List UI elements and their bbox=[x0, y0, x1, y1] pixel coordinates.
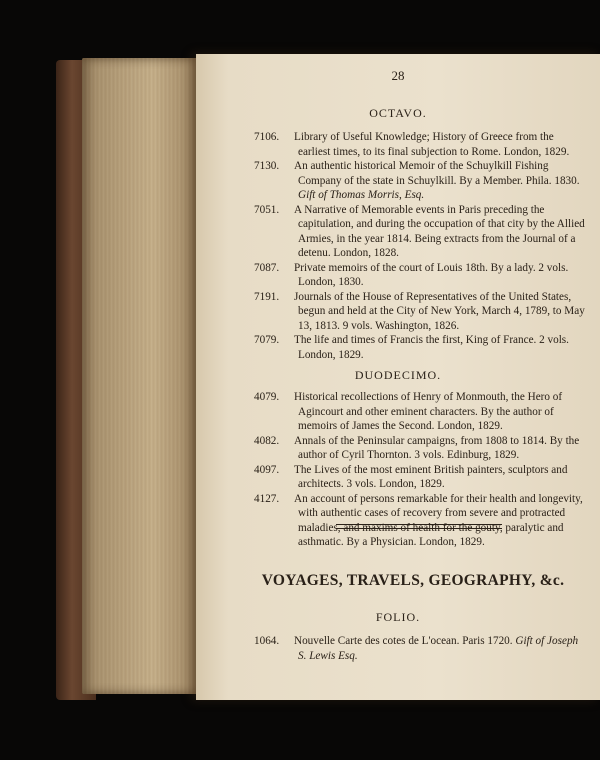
entry-text: Annals of the Peninsular campaigns, from 1808 to 1814. By the author of Cyril Thornton. 3 vols. Edinburg, 1829. bbox=[294, 434, 580, 461]
voyages-heading: VOYAGES, TRAVELS, GEOGRAPHY, &c. bbox=[261, 572, 565, 589]
octavo-heading: OCTAVO. bbox=[369, 106, 427, 120]
entry-number: 4082. bbox=[254, 434, 280, 447]
catalog-entry bbox=[254, 333, 586, 362]
entry-number: 4079. bbox=[254, 391, 280, 403]
entry-number: 7051. bbox=[254, 203, 280, 216]
catalog-entry bbox=[254, 463, 586, 492]
entry-text: Private memoirs of the court of Louis 18th. By a lady. 2 vols. London, 1830. bbox=[294, 261, 569, 288]
page-number: 28 bbox=[391, 68, 405, 83]
voyages-entries bbox=[254, 634, 586, 663]
section-divider-rule bbox=[336, 524, 502, 529]
entry-text: Historical recollections of Henry of Monmouth, the Hero of Agincourt and other eminent characters. By the author of memoirs of James the Second. London, 1829. bbox=[294, 391, 563, 432]
entry-text: An account of persons remarkable for their health and longevity, with authentic cases of recovery from severe and protracted maladies, and maxims of health for the gouty, paralytic and asthmatic. By a Physician. London, 1829. bbox=[294, 492, 583, 548]
octavo-entries bbox=[254, 130, 586, 362]
entry-number: 7106. bbox=[254, 131, 280, 143]
catalog-entry bbox=[254, 159, 586, 203]
entry-text: Journals of the House of Representatives of the United States, begun and held at the City of New York, March 4, 1789, to May 13, 1813. 9 vols. Washington, 1826. bbox=[294, 290, 585, 332]
folio-heading: FOLIO. bbox=[375, 610, 421, 624]
page-edges bbox=[82, 58, 200, 694]
entry-number: 7130. bbox=[254, 160, 280, 172]
catalog-entry bbox=[254, 634, 586, 663]
catalog-entry bbox=[254, 390, 586, 434]
entry-text: Nouvelle Carte des cotes de L'ocean. Paris 1720. bbox=[294, 635, 513, 647]
catalog-entry bbox=[254, 261, 586, 290]
entry-text: Library of Useful Knowledge; History of Greece from the earliest times, to its final subjection to Rome. London, 1829. bbox=[294, 131, 570, 158]
entry-text: The Lives of the most eminent British painters, sculptors and architects. 3 vols. London, 1829. bbox=[294, 463, 568, 490]
catalog-entry bbox=[254, 290, 586, 334]
entry-gift: Gift of Thomas Morris, Esq. bbox=[298, 189, 425, 201]
entry-gift: Gift of Joseph S. Lewis Esq. bbox=[298, 635, 579, 662]
duodecimo-heading: DUODECIMO. bbox=[354, 368, 442, 382]
catalog-entry bbox=[254, 492, 586, 550]
entry-text: An authentic historical Memoir of the Schuylkill Fishing Company of the state in Schuylkill. By a Member. Phila. 1830. bbox=[294, 160, 580, 187]
entry-number: 7079. bbox=[254, 334, 280, 346]
catalog-entry bbox=[254, 203, 586, 261]
entry-number: 4127. bbox=[254, 492, 280, 505]
entry-number: 1064. bbox=[254, 635, 280, 647]
entry-number: 4097. bbox=[254, 463, 280, 476]
entry-number: 7087. bbox=[254, 261, 280, 274]
catalog-entry bbox=[254, 434, 586, 463]
entry-text: A Narrative of Memorable events in Paris preceding the capitulation, and during the occupation of that city by the Allied Armies, in the year 1814. Being extracts from the Journal of a detenu. London, 1828. bbox=[294, 203, 585, 259]
entry-text: The life and times of Francis the first, King of France. 2 vols. London, 1829. bbox=[294, 334, 569, 361]
entry-number: 7191. bbox=[254, 290, 280, 303]
catalog-entry bbox=[254, 130, 586, 159]
catalog-page bbox=[196, 54, 600, 700]
